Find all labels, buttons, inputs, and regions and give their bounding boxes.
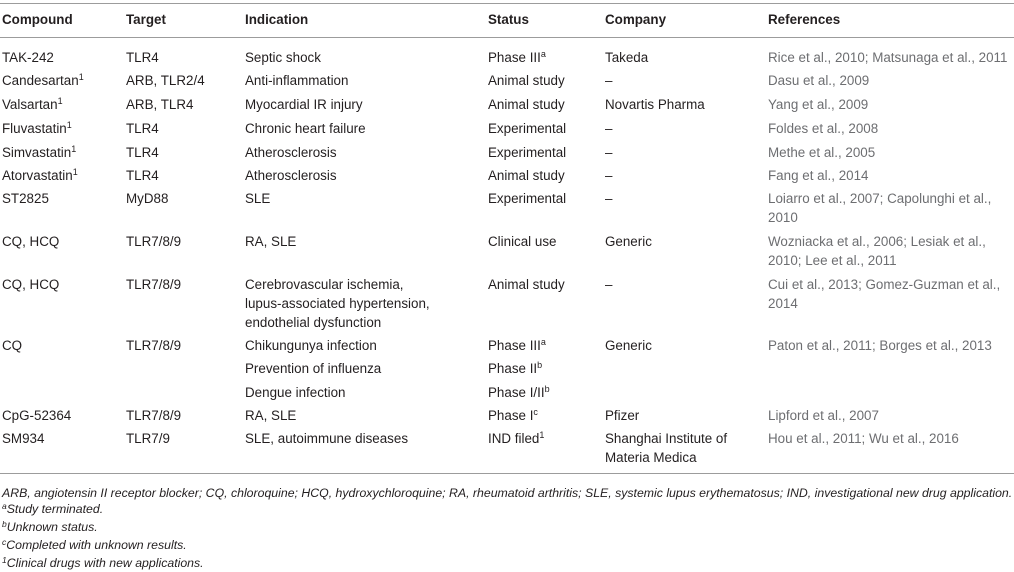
company: – <box>605 121 613 136</box>
header-rule <box>0 37 1014 38</box>
indication: SLE <box>245 191 271 206</box>
reference: Rice et al., 2010; Matsunaga et al., 2011 <box>768 50 1008 65</box>
compound-footnote-mark: 1 <box>72 167 78 177</box>
reference: Paton et al., 2011; Borges et al., 2013 <box>768 338 992 353</box>
target: TLR7/8/9 <box>126 408 182 423</box>
compound-name: TAK-242 <box>2 50 54 65</box>
company: Materia Medica <box>605 450 697 465</box>
status-cell <box>488 275 565 294</box>
compound-name: Candesartan <box>2 73 79 88</box>
indication: Septic shock <box>245 50 321 65</box>
footnote-text: Unknown status. <box>6 520 98 534</box>
compound-name: CQ, HCQ <box>2 234 60 249</box>
status-footnote-mark: b <box>537 360 543 370</box>
compound-name-cell <box>2 48 54 67</box>
reference: 2010 <box>768 210 798 225</box>
header-references: References <box>768 12 841 27</box>
status-cell <box>488 166 565 185</box>
target: TLR4 <box>126 168 159 183</box>
company: Pfizer <box>605 408 640 423</box>
target: TLR7/8/9 <box>126 338 182 353</box>
reference: Foldes et al., 2008 <box>768 121 879 136</box>
compound-footnote-mark: 1 <box>57 96 63 106</box>
status-cell <box>488 383 550 402</box>
status-cell <box>488 143 566 162</box>
footnote <box>2 500 103 518</box>
footnote <box>2 536 187 554</box>
reference: Dasu et al., 2009 <box>768 73 870 88</box>
indication: RA, SLE <box>245 408 297 423</box>
indication: Chikungunya infection <box>245 338 377 353</box>
indication: Myocardial IR injury <box>245 97 363 112</box>
status-footnote-mark: b <box>544 384 550 394</box>
reference: Wozniacka et al., 2006; Lesiak et al., <box>768 234 986 249</box>
status: Animal study <box>488 73 565 88</box>
status-cell <box>488 336 546 355</box>
status: Experimental <box>488 121 567 136</box>
compound-footnote-mark: 1 <box>71 144 77 154</box>
header-company: Company <box>605 12 667 27</box>
status: Animal study <box>488 168 565 183</box>
indication: Atherosclerosis <box>245 168 337 183</box>
target: ARB, TLR4 <box>126 97 194 112</box>
compound-name-cell <box>2 275 59 294</box>
compound-name: SM934 <box>2 431 45 446</box>
status: Experimental <box>488 145 567 160</box>
company: Shanghai Institute of <box>605 431 728 446</box>
header-status: Status <box>488 12 529 27</box>
footnote <box>2 484 1012 502</box>
target: TLR7/8/9 <box>126 277 182 292</box>
footnote-mark: a <box>2 501 7 511</box>
header-indication: Indication <box>245 12 309 27</box>
compound-name: Valsartan <box>2 97 58 112</box>
footnote <box>2 554 204 572</box>
indication: Atherosclerosis <box>245 145 337 160</box>
compound-name: CQ, HCQ <box>2 277 60 292</box>
indication: Prevention of influenza <box>245 361 382 376</box>
target: TLR7/8/9 <box>126 234 182 249</box>
compound-name-cell <box>2 336 22 355</box>
status-cell <box>488 48 546 67</box>
status: IND filed <box>488 431 540 446</box>
reference: Yang et al., 2009 <box>768 97 869 112</box>
compound-name: Fluvastatin <box>2 121 67 136</box>
footnote-text: Clinical drugs with new applications. <box>6 556 204 570</box>
compound-name: Atorvastatin <box>2 168 73 183</box>
compound-name-cell <box>2 71 84 90</box>
company: – <box>605 73 613 88</box>
compound-name-cell <box>2 406 71 425</box>
footnote-mark: c <box>2 537 7 547</box>
compound-name: ST2825 <box>2 191 49 206</box>
status-cell <box>488 189 566 208</box>
reference: 2010; Lee et al., 2011 <box>768 253 897 268</box>
indication: Chronic heart failure <box>245 121 366 136</box>
status-cell <box>488 359 542 378</box>
status-footnote-mark: c <box>533 407 538 417</box>
status-footnote-mark: a <box>540 337 546 347</box>
compound-name-cell <box>2 119 72 138</box>
status: Phase II <box>488 361 538 376</box>
indication: Cerebrovascular ischemia, <box>245 277 404 292</box>
target: MyD88 <box>126 191 169 206</box>
header-compound: Compound <box>2 12 73 27</box>
footnote-mark: 1 <box>2 555 7 565</box>
compound-name: Simvastatin <box>2 145 72 160</box>
indication: endothelial dysfunction <box>245 315 382 330</box>
reference: Fang et al., 2014 <box>768 168 869 183</box>
compound-name-cell <box>2 429 44 448</box>
footnote-mark: b <box>2 519 7 529</box>
company: Generic <box>605 234 652 249</box>
header-target: Target <box>126 12 166 27</box>
status: Phase III <box>488 50 541 65</box>
company: Novartis Pharma <box>605 97 705 112</box>
compound-footnote-mark: 1 <box>66 120 72 130</box>
footnote-text: Study terminated. <box>6 502 104 516</box>
target: TLR4 <box>126 50 159 65</box>
status-footnote-mark: a <box>540 49 546 59</box>
reference: Hou et al., 2011; Wu et al., 2016 <box>768 431 959 446</box>
target: TLR7/9 <box>126 431 170 446</box>
indication: SLE, autoimmune diseases <box>245 431 409 446</box>
company: – <box>605 277 613 292</box>
status: Animal study <box>488 97 565 112</box>
compound-name-cell <box>2 143 76 162</box>
company: – <box>605 191 613 206</box>
company: Takeda <box>605 50 649 65</box>
reference: Cui et al., 2013; Gomez-Guzman et al., <box>768 277 1001 292</box>
reference: Loiarro et al., 2007; Capolunghi et al., <box>768 191 992 206</box>
indication: Anti-inflammation <box>245 73 349 88</box>
indication: Dengue infection <box>245 385 346 400</box>
status: Animal study <box>488 277 565 292</box>
status: Experimental <box>488 191 567 206</box>
reference: Methe et al., 2005 <box>768 145 876 160</box>
compound-name: CQ <box>2 338 23 353</box>
target: ARB, TLR2/4 <box>126 73 205 88</box>
compound-name-cell <box>2 189 49 208</box>
reference: Lipford et al., 2007 <box>768 408 879 423</box>
top-rule <box>0 3 1014 4</box>
target: TLR4 <box>126 145 159 160</box>
compound-footnote-mark: 1 <box>78 72 84 82</box>
bottom-rule <box>0 473 1014 474</box>
status-cell <box>488 71 565 90</box>
compound-name: CpG-52364 <box>2 408 72 423</box>
status-cell <box>488 232 556 251</box>
footnote-text: ARB, angiotensin II receptor blocker; CQ, chloroquine; HCQ, hydroxychloroquine; RA, rheumatoid arthritis; SLE, systemic lupus erythematosus; IND, investigational new drug application. <box>2 486 1013 500</box>
company: – <box>605 145 613 160</box>
compound-name-cell <box>2 166 78 185</box>
company: Generic <box>605 338 652 353</box>
status-cell <box>488 429 544 448</box>
status-cell <box>488 119 566 138</box>
indication: lupus-associated hypertension, <box>245 296 430 311</box>
compound-name-cell <box>2 95 63 114</box>
status: Clinical use <box>488 234 557 249</box>
indication: RA, SLE <box>245 234 297 249</box>
footnote <box>2 518 98 536</box>
status: Phase I/II <box>488 385 545 400</box>
company: – <box>605 168 613 183</box>
target: TLR4 <box>126 121 159 136</box>
status-footnote-mark: 1 <box>539 430 545 440</box>
compound-name-cell <box>2 232 59 251</box>
status-cell <box>488 95 565 114</box>
status-cell <box>488 406 538 425</box>
reference: 2014 <box>768 296 798 311</box>
status: Phase I <box>488 408 534 423</box>
status: Phase III <box>488 338 541 353</box>
footnote-text: Completed with unknown results. <box>6 538 187 552</box>
